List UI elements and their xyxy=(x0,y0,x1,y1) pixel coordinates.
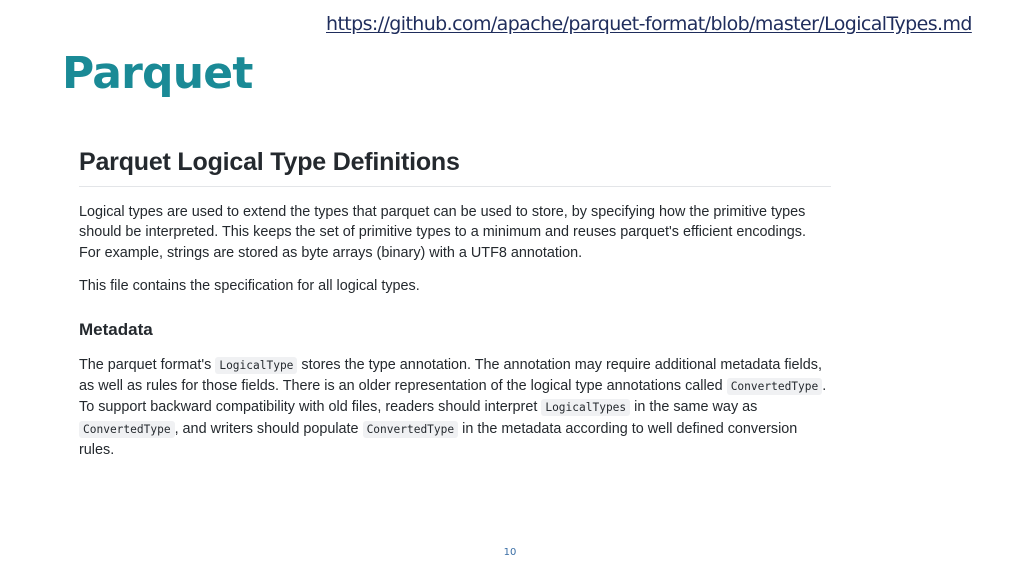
text-span: in the metadata according to well defined conversion rules. xyxy=(79,420,798,459)
text-span: , and writers should populate xyxy=(174,420,363,437)
text-span: . To support backward compatibility with old files, readers should interpret xyxy=(79,378,827,416)
github-link[interactable]: https://github.com/apache/parquet-format/blob/master/LogicalTypes.md xyxy=(326,13,972,35)
inline-code-convertedtype: ConvertedType xyxy=(79,421,175,438)
spec-paragraph: This file contains the specification for all logical types. xyxy=(79,278,420,295)
metadata-paragraph xyxy=(79,355,831,461)
inline-code-logicaltypes: LogicalTypes xyxy=(541,399,630,416)
document-screenshot xyxy=(79,145,831,461)
doc-title: Parquet Logical Type Definitions xyxy=(79,145,831,187)
inline-code-convertedtype: ConvertedType xyxy=(363,421,459,438)
text-span: in the same way as xyxy=(630,399,758,416)
text-span: The parquet format's xyxy=(79,356,216,373)
intro-paragraph: Logical types are used to extend the types that parquet can be used to store, by specifying how the primitive types should be interpreted. This keeps the set of primitive types to a minimum and reuses parquet's efficient encodings. For example, strings are stored as byte arrays (binary) with a UTF8 annotation. xyxy=(79,204,806,261)
inline-code-convertedtype: ConvertedType xyxy=(727,378,823,395)
page-number: 10 xyxy=(503,547,517,558)
text-span: stores the type annotation. The annotation may require additional metadata fields, as well as rules for those fields. There is an older representation of the logical type annotations called xyxy=(79,356,822,395)
slide-title: Parquet xyxy=(62,48,253,99)
section-heading-metadata: Metadata xyxy=(79,319,153,339)
inline-code-logicaltype: LogicalType xyxy=(215,357,297,374)
